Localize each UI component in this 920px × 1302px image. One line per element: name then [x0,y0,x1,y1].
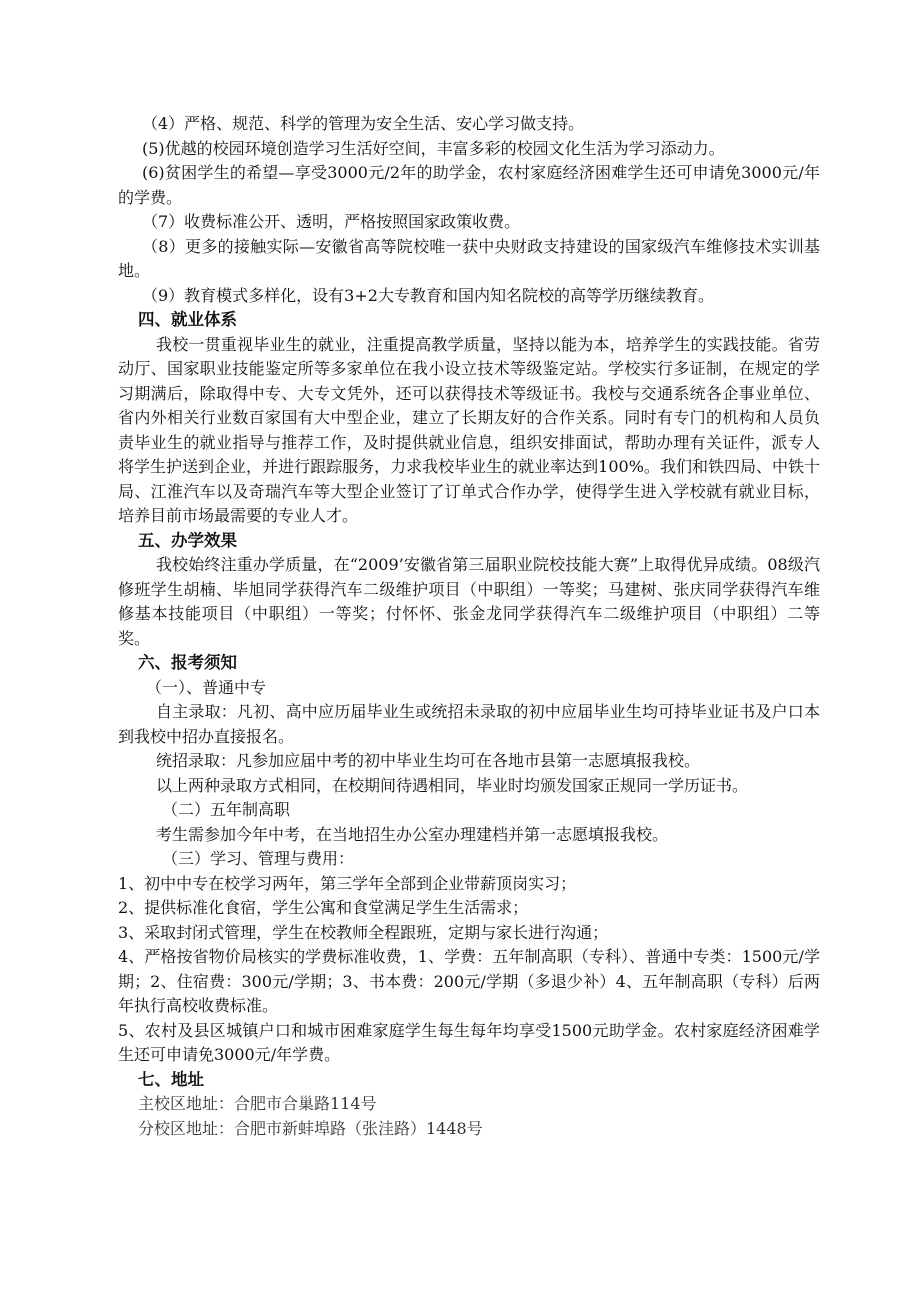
employment-heading: 四、就业体系 [138,310,237,329]
admission-item-4: 4、严格按省物价局核实的学费标准收费，1、学费：五年制高职（专科）、普通中专类：1500元/学期；2、住宿费：300元/学期；3、书本费：200元/学期（多退少补）4、五年制高职（专科）后两年执行高校收费标准。 [118,947,820,1015]
admission-item-5: 5、农村及县区城镇户口和城市困难家庭学生每生每年均享受1500元助学金。农村家庭经济困难学生还可申请免3000元/年学费。 [118,1020,820,1064]
admission-item-3: 3、采取封闭式管理，学生在校教师全程跟班，定期与家长进行沟通； [118,922,609,942]
results-body: 我校始终注重办学质量，在“2009’安徽省第三届职业院校技能大赛”上取得优异成绩。08级汽修班学生胡楠、毕旭同学获得汽车二级维护项目（中职组）一等奖；马建树、张庆同学获得汽车维修基本技能项目（中职组）一等奖；付怀怀、张金龙同学获得汽车二级维护项目（中职组）二等奖。 [118,555,820,648]
admission-sub3-title: （三）学习、管理与费用： [162,849,355,868]
admission-heading: 六、报考须知 [138,653,237,672]
main-campus-address: 主校区地址：合肥市合巢路114号 [138,1094,377,1113]
admission-item-1: 1、初中中专在校学习两年，第三学年全部到企业带薪顶岗实习； [118,873,577,893]
item-6: (6)贫困学生的希望—享受3000元/2年的助学金，农村家庭经济困难学生还可申请免3000元/年的学费。 [118,163,820,207]
item-8: （8）更多的接触实际—安徽省高等院校唯一获中央财政支持建设的国家级汽车维修技术实训基地。 [118,236,820,280]
employment-body: 我校一贯重视毕业生的就业，注重提高教学质量，坚持以能为本，培养学生的实践技能。省劳动厅、国家职业技能鉴定所等多家单位在我小设立技术等级鉴定站。学校实行多证制，在规定的学习期满后，除取得中专、大专文凭外，还可以获得技术等级证书。我校与交通系统各企事业单位、省内外相关行业数百家国有大中型企业，建立了长期友好的合作关系。同时有专门的机构和人员负责毕业生的就业指导与推荐工作，及时提供就业信息，组织安排面试，帮助办理有关证件，派专人将学生护送到企业，并进行跟踪服务，力求我校毕业生的就业率达到100%。我们和铁四局、中铁十局、江淮汽车以及奇瑞汽车等大型企业签订了订单式合作办学，使得学生进入学校就有就业目标，培养目前市场最需要的专业人才。 [118,334,820,525]
admission-item-2: 2、提供标准化食宿，学生公寓和食堂满足学生生活需求； [118,898,529,917]
admission-sub2-title: （二）五年制高职 [162,800,291,819]
admission-sub1-title: （一）、普通中专 [146,677,267,697]
item-7: （7）收费标准公开、透明，严格按照国家政策收费。 [142,212,521,231]
admission-sub1-p2: 统招录取：凡参加应届中考的初中毕业生均可在各地市县第一志愿填报我校。 [156,751,701,770]
admission-sub1-p3: 以上两种录取方式相同，在校期间待遇相同，毕业时均颁发国家正规同一学历证书。 [156,775,749,795]
admission-sub1-p1: 自主录取：凡初、高中应历届毕业生或统招未录取的初中应届毕业生均可持毕业证书及户口本到我校中招办直接报名。 [118,702,820,746]
branch-campus-address: 分校区地址：合肥市新蚌埠路（张洼路）1448号 [138,1118,483,1138]
results-heading: 五、办学效果 [138,530,237,550]
address-heading: 七、地址 [138,1069,204,1089]
item-9: （9）教育模式多样化，设有3+2大专教育和国内知名院校的高等学历继续教育。 [142,285,714,305]
item-4: （4）严格、规范、科学的管理为安全生活、安心学习做支持。 [142,114,585,133]
admission-sub2-p1: 考生需参加今年中考，在当地招生办公室办理建档并第一志愿填报我校。 [156,824,669,844]
item-5: (5)优越的校园环境创造学习生活好空间，丰富多彩的校园文化生活为学习添动力。 [142,138,725,158]
